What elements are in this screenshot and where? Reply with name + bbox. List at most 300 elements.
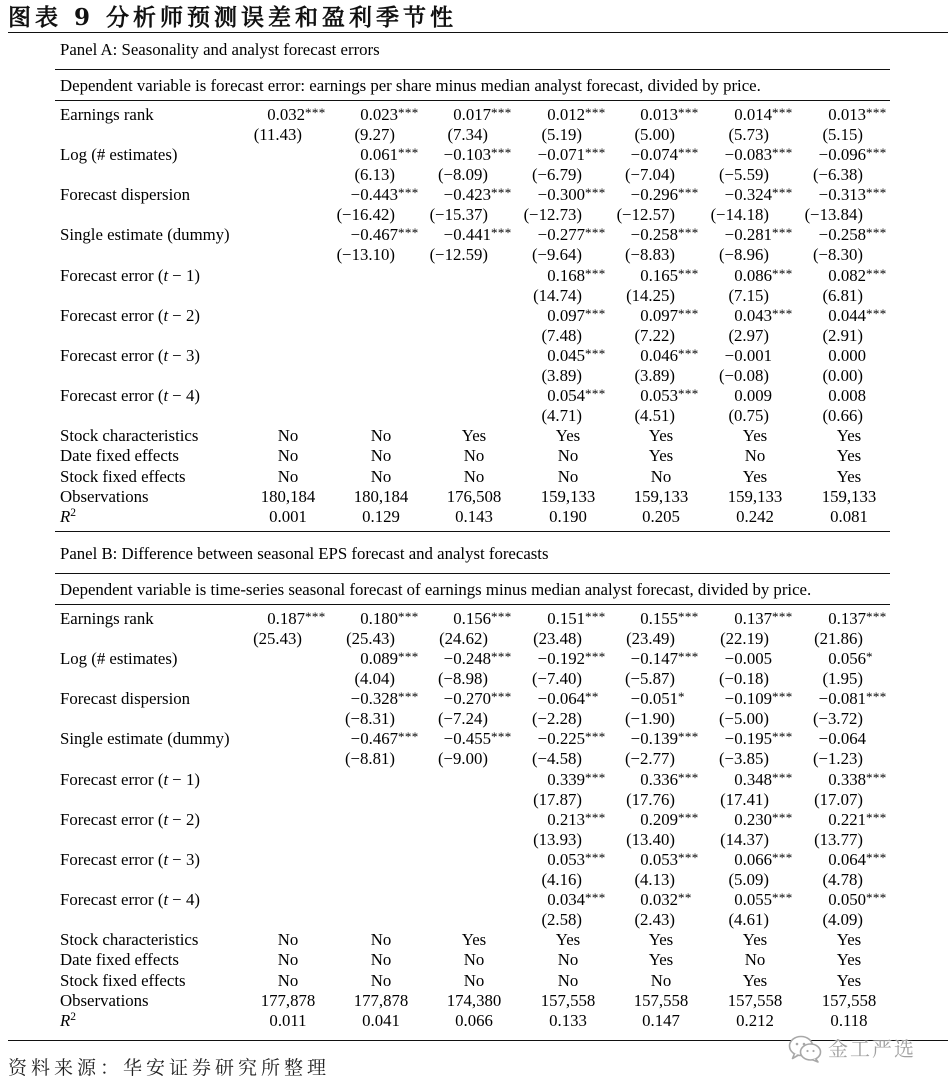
spec-value: No xyxy=(370,950,392,970)
spec-value: No xyxy=(370,426,392,446)
t-statistic: (7.15) xyxy=(728,285,769,305)
spec-value: 177,878 xyxy=(260,990,316,1010)
spec-value: No xyxy=(557,970,579,990)
t-statistic: (4.78) xyxy=(822,869,863,889)
t-statistic: (14.74) xyxy=(533,285,582,305)
row-label-text: Stock fixed effects xyxy=(60,970,186,990)
significance-stars: *** xyxy=(398,609,419,624)
significance-stars: ** xyxy=(678,890,692,906)
t-statistic: (17.07) xyxy=(814,789,863,809)
coefficient-value: −0.074 xyxy=(630,145,678,165)
coefficient xyxy=(485,305,606,326)
row-label-text: Forecast error ( xyxy=(60,386,164,406)
row-label xyxy=(60,426,198,446)
spec-value: 177,878 xyxy=(353,990,409,1010)
table-row xyxy=(0,386,950,426)
significance-stars: *** xyxy=(678,345,699,361)
row-label-variable: t xyxy=(163,265,169,285)
t-statistic: (24.62) xyxy=(439,629,488,648)
coefficient xyxy=(578,105,699,125)
significance-stars: *** xyxy=(398,225,419,241)
t-statistic: (−12.59) xyxy=(429,245,488,265)
significance-stars: *** xyxy=(678,185,699,201)
row-label-superscript: 2 xyxy=(70,1011,77,1023)
coefficient xyxy=(766,729,866,749)
spec-value: 174,380 xyxy=(446,990,502,1010)
t-statistic: (−9.64) xyxy=(531,245,582,265)
table-row xyxy=(0,306,950,346)
spec-value: Yes xyxy=(742,466,768,486)
row-label-text: Stock characteristics xyxy=(60,426,199,446)
significance-stars: *** xyxy=(585,345,606,361)
spec-value: No xyxy=(463,950,485,970)
significance-stars: *** xyxy=(678,609,699,624)
spec-value: No xyxy=(463,466,485,486)
significance-stars: *** xyxy=(678,225,699,241)
spec-value: 0.242 xyxy=(736,507,774,526)
table-row xyxy=(0,991,950,1011)
row-label-lag: − 3) xyxy=(168,345,200,365)
table-row xyxy=(0,507,950,527)
coefficient-value: 0.348 xyxy=(734,769,772,789)
significance-stars: *** xyxy=(585,225,606,241)
coefficient xyxy=(578,185,699,205)
t-statistic: (5.73) xyxy=(728,125,769,144)
coefficient xyxy=(766,809,887,830)
t-statistic: (6.13) xyxy=(354,165,395,185)
coefficient-value: 0.050 xyxy=(828,890,866,910)
spec-value: No xyxy=(370,446,392,466)
t-statistic: (−8.83) xyxy=(624,245,675,265)
coefficient-value: 0.097 xyxy=(547,305,585,325)
t-statistic: (0.66) xyxy=(822,406,863,426)
row-label xyxy=(60,185,190,205)
spec-value: No xyxy=(370,930,392,950)
significance-stars: *** xyxy=(398,689,419,705)
coefficient xyxy=(766,346,866,366)
coefficient-value: 0.034 xyxy=(547,890,585,910)
row-label xyxy=(60,890,200,910)
t-statistic: (2.58) xyxy=(541,910,582,930)
t-statistic: (4.61) xyxy=(728,910,769,930)
coefficient xyxy=(485,225,606,245)
significance-stars: ** xyxy=(585,689,599,705)
coefficient-value: 0.137 xyxy=(828,609,866,628)
spec-value: Yes xyxy=(555,930,581,950)
significance-stars: *** xyxy=(866,769,887,785)
coefficient-value: −0.051 xyxy=(630,689,678,709)
row-label xyxy=(60,446,179,466)
coefficient-value: −0.096 xyxy=(818,145,866,165)
coefficient xyxy=(391,729,512,749)
t-statistic: (14.25) xyxy=(626,285,675,305)
t-statistic: (4.09) xyxy=(822,910,863,930)
t-statistic: (−12.57) xyxy=(616,205,675,225)
significance-stars: *** xyxy=(398,729,419,745)
coefficient xyxy=(298,185,419,205)
coefficient xyxy=(485,609,606,629)
spec-value: Yes xyxy=(555,426,581,446)
table-row xyxy=(0,930,950,950)
t-statistic: (17.41) xyxy=(720,789,769,809)
row-label xyxy=(60,507,76,527)
row-label-variable: t xyxy=(163,305,169,325)
coefficient xyxy=(672,890,793,910)
coefficient xyxy=(298,729,419,749)
significance-stars: *** xyxy=(585,265,606,281)
spec-value: 157,558 xyxy=(540,990,596,1010)
row-label xyxy=(60,950,179,970)
spec-value: 180,184 xyxy=(260,486,316,506)
coefficient xyxy=(205,105,326,125)
coefficient xyxy=(485,185,606,205)
coefficient-value: 0.336 xyxy=(640,769,678,789)
significance-stars: *** xyxy=(772,769,793,785)
coefficient-value: 0.046 xyxy=(640,345,678,365)
significance-stars: *** xyxy=(585,729,606,745)
significance-stars: *** xyxy=(772,225,793,241)
spec-value: 157,558 xyxy=(727,990,783,1010)
coefficient-value: 0.151 xyxy=(547,609,585,628)
significance-stars: *** xyxy=(491,225,512,241)
coefficient-value: −0.109 xyxy=(724,689,772,709)
spec-value: Yes xyxy=(461,930,487,950)
significance-stars: *** xyxy=(866,689,887,705)
coefficient-value: 0.168 xyxy=(547,265,585,285)
significance-stars: *** xyxy=(866,890,887,906)
wechat-icon xyxy=(788,1035,822,1063)
spec-value: No xyxy=(370,970,392,990)
row-label-text: Stock fixed effects xyxy=(60,466,186,486)
figure-title: 图表 9 分析师预测误差和盈利季节性 xyxy=(8,4,458,31)
spec-value: No xyxy=(277,950,299,970)
coefficient-value: −0.270 xyxy=(443,689,491,709)
coefficient xyxy=(485,345,606,366)
spec-value: 159,133 xyxy=(821,486,877,506)
row-label-text: Forecast error ( xyxy=(60,890,164,910)
t-statistic: (4.51) xyxy=(634,406,675,426)
watermark xyxy=(788,1034,928,1064)
spec-value: No xyxy=(370,466,392,486)
coefficient xyxy=(672,729,793,749)
spec-value: Yes xyxy=(836,930,862,950)
row-label xyxy=(60,930,198,950)
coefficient-value: −0.081 xyxy=(818,689,866,709)
significance-stars: *** xyxy=(398,649,419,665)
t-statistic: (13.40) xyxy=(626,829,675,849)
significance-stars: *** xyxy=(678,769,699,785)
coefficient xyxy=(485,729,606,749)
coefficient-value: 0.056 xyxy=(828,649,866,669)
t-statistic: (21.86) xyxy=(814,629,863,648)
t-statistic: (−9.00) xyxy=(437,749,488,769)
dependent-variable-note: Dependent variable is forecast error: earnings per share minus median analyst forecast, divided by price. xyxy=(60,76,761,95)
significance-stars: *** xyxy=(866,105,887,120)
row-label xyxy=(60,991,149,1011)
table-row xyxy=(0,850,950,890)
coefficient-value: 0.221 xyxy=(828,809,866,829)
coefficient xyxy=(766,265,887,286)
significance-stars: *** xyxy=(585,809,606,825)
table-rule xyxy=(55,531,890,532)
spec-value: No xyxy=(277,466,299,486)
row-label-variable: t xyxy=(163,386,169,406)
coefficient-value: 0.053 xyxy=(640,849,678,869)
spec-value: No xyxy=(557,466,579,486)
coefficient-value: −0.328 xyxy=(350,689,398,709)
spec-value: No xyxy=(744,446,766,466)
coefficient xyxy=(485,769,606,790)
row-label-variable: t xyxy=(163,849,169,869)
significance-stars: *** xyxy=(491,145,512,161)
significance-stars: *** xyxy=(866,305,887,321)
row-label-text: Observations xyxy=(60,486,149,506)
spec-value: 0.190 xyxy=(549,507,587,526)
significance-stars: *** xyxy=(866,185,887,201)
table-row xyxy=(0,971,950,991)
significance-stars: *** xyxy=(678,105,699,120)
significance-stars: *** xyxy=(491,689,512,705)
coefficient xyxy=(672,185,793,205)
coefficient-value: 0.055 xyxy=(734,890,772,910)
top-rule xyxy=(8,32,948,33)
significance-stars: *** xyxy=(772,305,793,321)
row-label-text: Forecast error ( xyxy=(60,769,164,789)
coefficient-value: 0.339 xyxy=(547,769,585,789)
coefficient-value: 0.013 xyxy=(640,105,678,124)
row-label xyxy=(60,649,177,669)
spec-value: 159,133 xyxy=(633,486,689,506)
table-row xyxy=(0,729,950,769)
coefficient-value: −0.258 xyxy=(630,225,678,245)
significance-stars: *** xyxy=(772,890,793,906)
coefficient-value: 0.044 xyxy=(828,305,866,325)
spec-value: Yes xyxy=(648,950,674,970)
spec-value: Yes xyxy=(742,426,768,446)
coefficient-value: 0.097 xyxy=(640,305,678,325)
coefficient-value: 0.213 xyxy=(547,809,585,829)
spec-value: 0.212 xyxy=(736,1011,774,1030)
row-label-variable: t xyxy=(163,890,169,910)
row-label-text: Earnings rank xyxy=(60,105,154,124)
coefficient-value: −0.313 xyxy=(818,185,866,205)
t-statistic: (2.91) xyxy=(822,325,863,345)
t-statistic: (−1.23) xyxy=(812,749,863,769)
t-statistic: (−8.96) xyxy=(718,245,769,265)
row-label-lag: − 2) xyxy=(168,809,200,829)
t-statistic: (−2.77) xyxy=(624,749,675,769)
t-statistic: (2.43) xyxy=(634,910,675,930)
coefficient xyxy=(766,225,887,245)
row-label-text: Stock characteristics xyxy=(60,930,199,950)
row-label-text: Forecast error ( xyxy=(60,809,164,829)
t-statistic: (−4.58) xyxy=(531,749,582,769)
coefficient-value: −0.258 xyxy=(818,225,866,245)
spec-value: Yes xyxy=(648,446,674,466)
significance-stars: *** xyxy=(772,185,793,201)
coefficient xyxy=(672,105,793,125)
t-statistic: (−1.90) xyxy=(624,709,675,729)
significance-stars: *** xyxy=(398,185,419,201)
coefficient-value: −0.300 xyxy=(537,185,585,205)
row-label-text: Single estimate (dummy) xyxy=(60,225,230,245)
coefficient-value: −0.441 xyxy=(443,225,491,245)
table-row xyxy=(0,446,950,466)
spec-value: 159,133 xyxy=(727,486,783,506)
coefficient-value: 0.000 xyxy=(828,345,866,365)
row-label xyxy=(60,609,154,629)
row-label-lag: − 1) xyxy=(168,265,200,285)
table-row xyxy=(0,105,950,145)
coefficient xyxy=(578,689,685,709)
row-label xyxy=(60,1011,76,1031)
significance-stars: *** xyxy=(585,105,606,120)
t-statistic: (−3.85) xyxy=(718,749,769,769)
t-statistic: (−7.04) xyxy=(624,165,675,185)
significance-stars: *** xyxy=(491,729,512,745)
t-statistic: (−8.81) xyxy=(344,749,395,769)
coefficient xyxy=(578,305,699,326)
coefficient-value: 0.053 xyxy=(640,386,678,406)
row-label-variable: t xyxy=(163,809,169,829)
coefficient-value: 0.180 xyxy=(360,609,398,628)
t-statistic: (6.81) xyxy=(822,285,863,305)
coefficient xyxy=(298,225,419,245)
t-statistic: (−0.18) xyxy=(718,669,769,689)
coefficient-value: −0.281 xyxy=(724,225,772,245)
coefficient xyxy=(578,769,699,790)
coefficient xyxy=(298,105,419,125)
coefficient-value: −0.277 xyxy=(537,225,585,245)
panel-title: Panel B: Difference between seasonal EPS forecast and analyst forecasts xyxy=(60,544,549,563)
table-row xyxy=(0,810,950,850)
coefficient-value: 0.023 xyxy=(360,105,398,124)
t-statistic: (−5.00) xyxy=(718,709,769,729)
coefficient-value: 0.008 xyxy=(828,386,866,406)
t-statistic: (−8.31) xyxy=(344,709,395,729)
t-statistic: (25.43) xyxy=(346,629,395,648)
coefficient xyxy=(485,105,606,125)
coefficient-value: 0.053 xyxy=(547,849,585,869)
coefficient-value: 0.155 xyxy=(640,609,678,628)
t-statistic: (23.48) xyxy=(533,629,582,648)
spec-value: Yes xyxy=(648,930,674,950)
t-statistic: (13.77) xyxy=(814,829,863,849)
table-row xyxy=(0,689,950,729)
row-label-text: Forecast error ( xyxy=(60,849,164,869)
significance-stars: *** xyxy=(585,386,606,402)
coefficient xyxy=(672,649,772,669)
coefficient-value: 0.187 xyxy=(267,609,305,628)
coefficient-value: 0.156 xyxy=(453,609,491,628)
coefficient-value: −0.071 xyxy=(537,145,585,165)
t-statistic: (−7.40) xyxy=(531,669,582,689)
spec-value: No xyxy=(277,970,299,990)
t-statistic: (−14.18) xyxy=(710,205,769,225)
coefficient xyxy=(391,185,512,205)
significance-stars: *** xyxy=(585,185,606,201)
coefficient xyxy=(485,849,606,870)
significance-stars: *** xyxy=(491,609,512,624)
row-label xyxy=(60,105,154,125)
coefficient-value: 0.045 xyxy=(547,345,585,365)
significance-stars: *** xyxy=(678,649,699,665)
t-statistic: (−8.98) xyxy=(437,669,488,689)
coefficient-value: 0.013 xyxy=(828,105,866,124)
coefficient-value: −0.248 xyxy=(443,649,491,669)
row-label-variable: t xyxy=(163,345,169,365)
spec-value: 0.118 xyxy=(830,1011,868,1030)
coefficient-value: 0.061 xyxy=(360,145,398,165)
coefficient-value: 0.137 xyxy=(734,609,772,628)
significance-stars: *** xyxy=(585,305,606,321)
row-label xyxy=(60,487,149,507)
coefficient xyxy=(766,769,887,790)
row-label-text: R xyxy=(60,1011,71,1030)
t-statistic: (5.09) xyxy=(728,869,769,889)
coefficient xyxy=(672,265,793,286)
coefficient-value: −0.423 xyxy=(443,185,491,205)
coefficient xyxy=(485,689,599,709)
coefficient xyxy=(766,609,887,629)
t-statistic: (7.22) xyxy=(634,325,675,345)
row-label-lag: − 4) xyxy=(168,386,200,406)
coefficient xyxy=(672,849,793,870)
t-statistic: (23.49) xyxy=(626,629,675,648)
coefficient-value: 0.017 xyxy=(453,105,491,124)
spec-value: 157,558 xyxy=(821,990,877,1010)
coefficient xyxy=(672,809,793,830)
significance-stars: *** xyxy=(398,105,419,120)
significance-stars: *** xyxy=(585,849,606,865)
coefficient xyxy=(391,609,512,629)
t-statistic: (−12.73) xyxy=(523,205,582,225)
coefficient xyxy=(298,649,419,669)
coefficient xyxy=(391,105,512,125)
coefficient xyxy=(672,305,793,326)
coefficient-value: 0.066 xyxy=(734,849,772,869)
spec-value: Yes xyxy=(461,426,487,446)
coefficient xyxy=(205,609,326,629)
spec-value: 180,184 xyxy=(353,486,409,506)
spec-value: No xyxy=(744,950,766,970)
significance-stars: *** xyxy=(866,265,887,281)
coefficient-value: −0.103 xyxy=(443,145,491,165)
coefficient xyxy=(766,305,887,326)
coefficient-value: 0.014 xyxy=(734,105,772,124)
coefficient xyxy=(766,689,887,709)
significance-stars: *** xyxy=(772,729,793,745)
coefficient xyxy=(578,890,692,910)
coefficient xyxy=(578,345,699,366)
coefficient xyxy=(298,689,419,709)
coefficient xyxy=(672,225,793,245)
significance-stars: *** xyxy=(585,769,606,785)
table-row xyxy=(0,467,950,487)
coefficient-value: 0.032 xyxy=(267,105,305,124)
coefficient xyxy=(485,649,606,669)
coefficient xyxy=(391,225,512,245)
coefficient-value: −0.467 xyxy=(350,225,398,245)
t-statistic: (17.87) xyxy=(533,789,582,809)
spec-value: 0.205 xyxy=(642,507,680,526)
spec-value: Yes xyxy=(836,446,862,466)
row-label xyxy=(60,729,230,749)
coefficient-value: −0.139 xyxy=(630,729,678,749)
spec-value: No xyxy=(277,930,299,950)
row-label-text: Forecast error ( xyxy=(60,345,164,365)
row-label-text: Date fixed effects xyxy=(60,950,179,970)
